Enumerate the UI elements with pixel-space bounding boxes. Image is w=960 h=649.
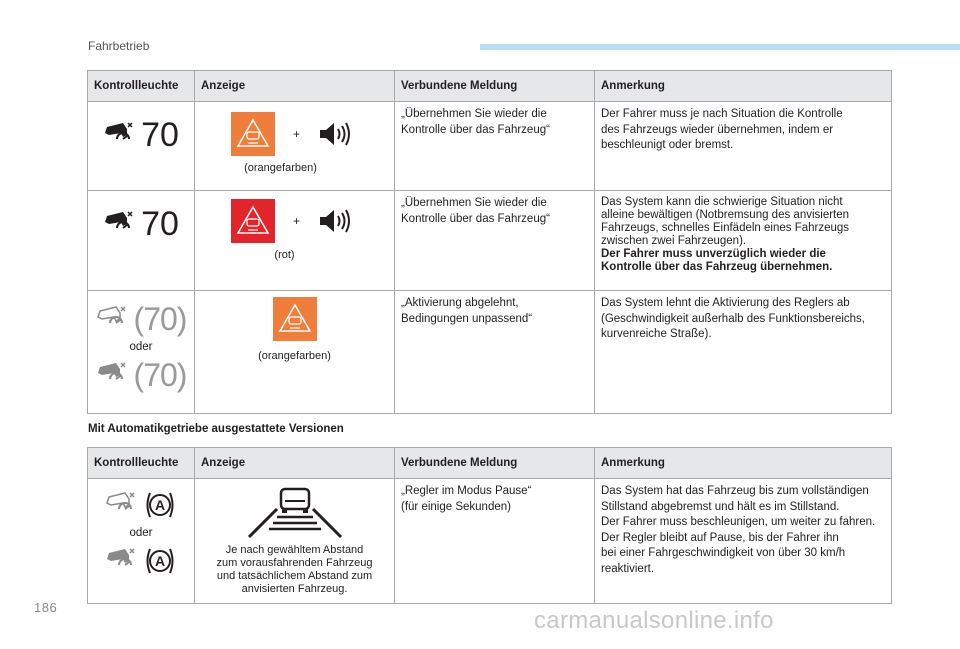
remark-bold-line: Der Fahrer muss unverzüglich wieder die <box>601 248 826 260</box>
remark-cell <box>595 479 892 604</box>
page-section-title: Fahrbetrieb <box>88 39 150 53</box>
display-cell <box>195 479 395 604</box>
remark-line: (Geschwindigkeit außerhalb des Funktionsbereichs, <box>601 312 865 325</box>
remark-cell <box>595 191 892 291</box>
message-cell <box>395 479 595 604</box>
message-line: Kontrolle über das Fahrzeug“ <box>401 123 550 136</box>
message-cell <box>395 291 595 414</box>
oder-label: oder <box>129 341 153 353</box>
warning-display-icon <box>273 297 317 341</box>
speed-value: 70 <box>141 205 179 243</box>
sound-icon <box>318 120 352 148</box>
auto-mode-letter: A <box>154 553 166 569</box>
auto-mode-icon <box>143 545 177 577</box>
remark-line: Das System kann die schwierige Situation nicht <box>601 196 843 208</box>
message-line: (für einige Sekunden) <box>401 500 511 513</box>
display-caption: (orangefarben) <box>244 162 317 174</box>
remark-line: reaktiviert. <box>601 562 655 575</box>
col-header-message: Verbundene Meldung <box>395 448 595 479</box>
col-header-lamp: Kontrollleuchte <box>88 448 195 479</box>
message-cell <box>395 191 595 291</box>
plus-sign: + <box>293 214 301 228</box>
remark-line: des Fahrzeugs wieder übernehmen, indem er <box>601 123 834 136</box>
adaptive-cruise-icon <box>105 547 135 575</box>
display-cell <box>195 102 395 191</box>
col-header-display: Anzeige <box>195 71 395 102</box>
col-header-display: Anzeige <box>195 448 395 479</box>
adaptive-cruise-icon <box>105 491 135 519</box>
display-caption-line: und tatsächlichem Abstand zum <box>216 570 373 582</box>
header-accent-bar <box>480 44 960 50</box>
warning-display-icon <box>231 199 275 243</box>
warning-display-icon <box>231 112 275 156</box>
remark-line: Stillstand abgebremst und hält es im Stillstand. <box>601 500 840 513</box>
remark-line: Der Fahrer muss beschleunigen, um weiter zu fahren. <box>601 516 876 528</box>
remark-line: zwischen zwei Fahrzeugen). <box>601 235 747 247</box>
remark-bold-line: Kontrolle über das Fahrzeug übernehmen. <box>601 261 833 273</box>
col-header-remark: Anmerkung <box>595 448 892 479</box>
col-header-message: Verbundene Meldung <box>395 71 595 102</box>
watermark: carmanualsonline.info <box>534 607 774 634</box>
sound-icon <box>318 207 352 235</box>
speed-value: 70 <box>141 116 179 154</box>
oder-label: oder <box>129 527 153 539</box>
lamp-cell <box>88 191 195 291</box>
remark-cell <box>595 291 892 414</box>
remark-line: Das System hat das Fahrzeug bis zum vollständigen <box>601 485 869 497</box>
cruise-control-icon <box>96 361 126 389</box>
remark-line: Der Regler bleibt auf Pause, bis der Fahrer ihn <box>601 531 839 544</box>
display-cell <box>195 191 395 291</box>
message-line: „Übernehmen Sie wieder die <box>401 108 547 120</box>
message-line: „Aktivierung abgelehnt, <box>401 297 519 309</box>
message-line: Kontrolle über das Fahrzeug“ <box>401 212 550 225</box>
display-cell <box>195 291 395 414</box>
display-caption-line: zum vorausfahrenden Fahrzeug <box>216 557 373 569</box>
table-row <box>88 102 892 191</box>
following-distance-icon <box>247 487 343 539</box>
warning-table <box>87 70 892 414</box>
display-caption: (orangefarben) <box>258 350 331 362</box>
speed-limit-inactive: (70) <box>133 301 187 337</box>
remark-line: Der Fahrer muss je nach Situation die Kontrolle <box>601 108 843 120</box>
col-header-remark: Anmerkung <box>595 71 892 102</box>
table-row <box>88 291 892 414</box>
display-caption-line: Je nach gewähltem Abstand <box>225 544 364 556</box>
message-line: „Regler im Modus Pause“ <box>401 485 532 497</box>
message-line: „Übernehmen Sie wieder die <box>401 197 547 209</box>
section-title: Mit Automatikgetriebe ausgestattete Versionen <box>88 423 344 435</box>
auto-mode-letter: A <box>154 497 166 513</box>
remark-cell <box>595 102 892 191</box>
speed-value: 70 <box>143 357 177 393</box>
cruise-control-icon <box>103 210 133 238</box>
table-row <box>88 479 892 604</box>
table-row <box>88 191 892 291</box>
remark-line: bei einer Fahrgeschwindigkeit von über 30 km/h <box>601 547 846 559</box>
cruise-control-icon <box>96 305 126 333</box>
lamp-cell <box>88 479 195 604</box>
table-header-row <box>88 71 892 102</box>
lamp-cell <box>88 291 195 414</box>
message-line: Bedingungen unpassend“ <box>401 312 533 325</box>
remark-line: alleine bewältigen (Notbremsung des anvisierten <box>601 209 850 221</box>
remark-line: Das System lehnt die Aktivierung des Reglers ab <box>601 297 850 309</box>
page-number: 186 <box>34 600 58 615</box>
cruise-control-icon <box>103 121 133 149</box>
display-caption: (rot) <box>274 249 295 261</box>
remark-line: Fahrzeugs, schnelles Einfädeln eines Fahrzeugs <box>601 222 850 234</box>
speed-value: 70 <box>143 301 177 337</box>
table-header-row <box>88 448 892 479</box>
remark-line: kurvenreiche Straße). <box>601 328 712 340</box>
plus-sign: + <box>293 127 301 141</box>
lamp-cell <box>88 102 195 191</box>
auto-mode-icon <box>143 489 177 521</box>
automatic-versions-table <box>87 447 892 604</box>
message-cell <box>395 102 595 191</box>
display-caption-line: anvisierten Fahrzeug. <box>241 583 348 595</box>
col-header-lamp: Kontrollleuchte <box>88 71 195 102</box>
speed-limit-inactive: (70) <box>133 357 187 393</box>
remark-line: beschleunigt oder bremst. <box>601 139 734 151</box>
